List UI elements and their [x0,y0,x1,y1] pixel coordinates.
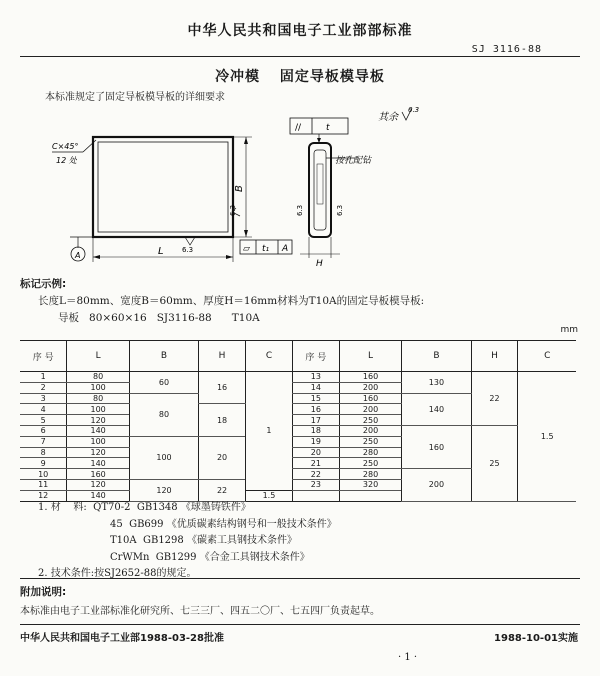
table-row: 7 100 100 20 19 250 [20,436,576,447]
table-header-row [20,341,576,372]
roughness-rest-value: 6.3 [408,106,420,114]
material-std: GB1299 [155,551,197,563]
org-title: 中华人民共和国电子工业部部标准 [187,23,413,39]
plate-side-view [309,143,331,237]
tech-conditions: 2. 技术条件:按SJ2652-88的规定。 [38,568,197,579]
material-name: 《优质碳素结构钢号和一般技术条件》 [166,518,337,530]
roughness-bottom: 6.3 [182,246,194,254]
plate-front-view [93,137,233,237]
material-std: GB1298 [142,535,184,546]
example-line-1: 长度L＝80mm、宽度B＝60mm、厚度H＝16mm材料为T10A的固定导板模导板: [38,295,425,307]
table-row: 8 120 20 280 [20,447,576,458]
roughness-right: 6.3 [229,204,237,216]
dim-L: L [158,246,164,257]
material-name: 《合金工具钢技术条件》 [199,551,310,563]
flatness-symbol: ▱ [243,244,250,254]
table-row: 10 160 22 280 200 [20,469,576,480]
table-row: 6 140 18 200 160 25 [20,425,576,436]
table-row: 5 120 17 250 [20,415,576,426]
unit-label: mm [560,325,578,335]
parallel-symbol: // [295,123,302,133]
weld-label: 按孔配钻 [335,156,372,166]
header-H-left: H [199,341,246,372]
flatness-datum: A [282,244,289,254]
page-number: · 1 · [398,652,418,663]
document-title: 冷冲模 固定导板模导板 [215,69,385,85]
parallel-value: t [326,123,330,133]
header-B-right: B [402,341,471,372]
note-heading: 附加说明: [20,586,67,598]
roughness-side-right: 6.3 [336,204,344,216]
header-no-right: 序 号 [292,341,339,372]
header-no-left: 序 号 [20,341,67,372]
header-L-left: L [67,341,130,372]
header-C-right: C [518,341,576,372]
table-row: 3 80 80 15 160 140 [20,393,576,404]
intro-text: 本标准规定了固定导板模导板的详细要求 [45,92,225,103]
dim-H: H [316,259,323,269]
dim-B: B [234,185,245,192]
material-grade: 45 [110,518,123,530]
approval-line: 中华人民共和国电子工业部1988-03-28批准 [20,633,224,644]
example-heading: 标记示例: [20,278,67,290]
table-row: 12 140 1.5 [20,490,576,501]
header-L-right: L [339,341,402,372]
header-B-left: B [129,341,198,372]
material-grade: T10A [110,535,137,546]
material-name: 《碳素工具钢技术条件》 [186,535,297,546]
materials-label: 1. 材 料: [38,502,87,513]
material-grade: QT70-2 [93,502,131,513]
table-row: 9 140 21 250 [20,458,576,469]
flatness-value: t₁ [262,244,270,254]
materials-section [38,500,337,583]
table-row: 2 100 14 200 [20,382,576,393]
footer-rule [20,624,580,625]
material-std: GB699 [129,518,164,530]
chamfer-count: 12 处 [56,156,77,165]
section-rule [20,578,580,579]
roughness-side-left: 6.3 [296,204,304,216]
dimension-table [20,340,576,502]
standard-number: SJ 3116-88 [471,44,542,55]
material-grade: CrWMn [110,551,150,563]
roughness-rest-label: 其余 [378,112,398,123]
header-C-left: C [246,341,293,372]
datum-A: A [75,251,81,260]
material-name: 《球墨铸铁件》 [180,502,251,513]
top-rule [20,56,580,57]
table-row: 4 100 18 16 200 [20,404,576,415]
guide-plate-drawing [0,100,600,275]
header-H-right: H [471,341,518,372]
material-std: GB1348 [136,502,178,513]
example-line-2: 导板 80×60×16 SJ3116-88 T10A [58,312,260,324]
table-row: 11 120 120 22 23 320 [20,479,576,490]
note-text: 本标准由电子工业部标准化研究所、七三三厂、四五二〇厂、七五四厂负责起草。 [20,606,380,617]
implementation-date: 1988-10-01实施 [494,633,578,644]
table-row: 1 80 60 16 1 13 160 130 22 1.5 [20,372,576,383]
chamfer-label: C×45° [52,142,79,151]
